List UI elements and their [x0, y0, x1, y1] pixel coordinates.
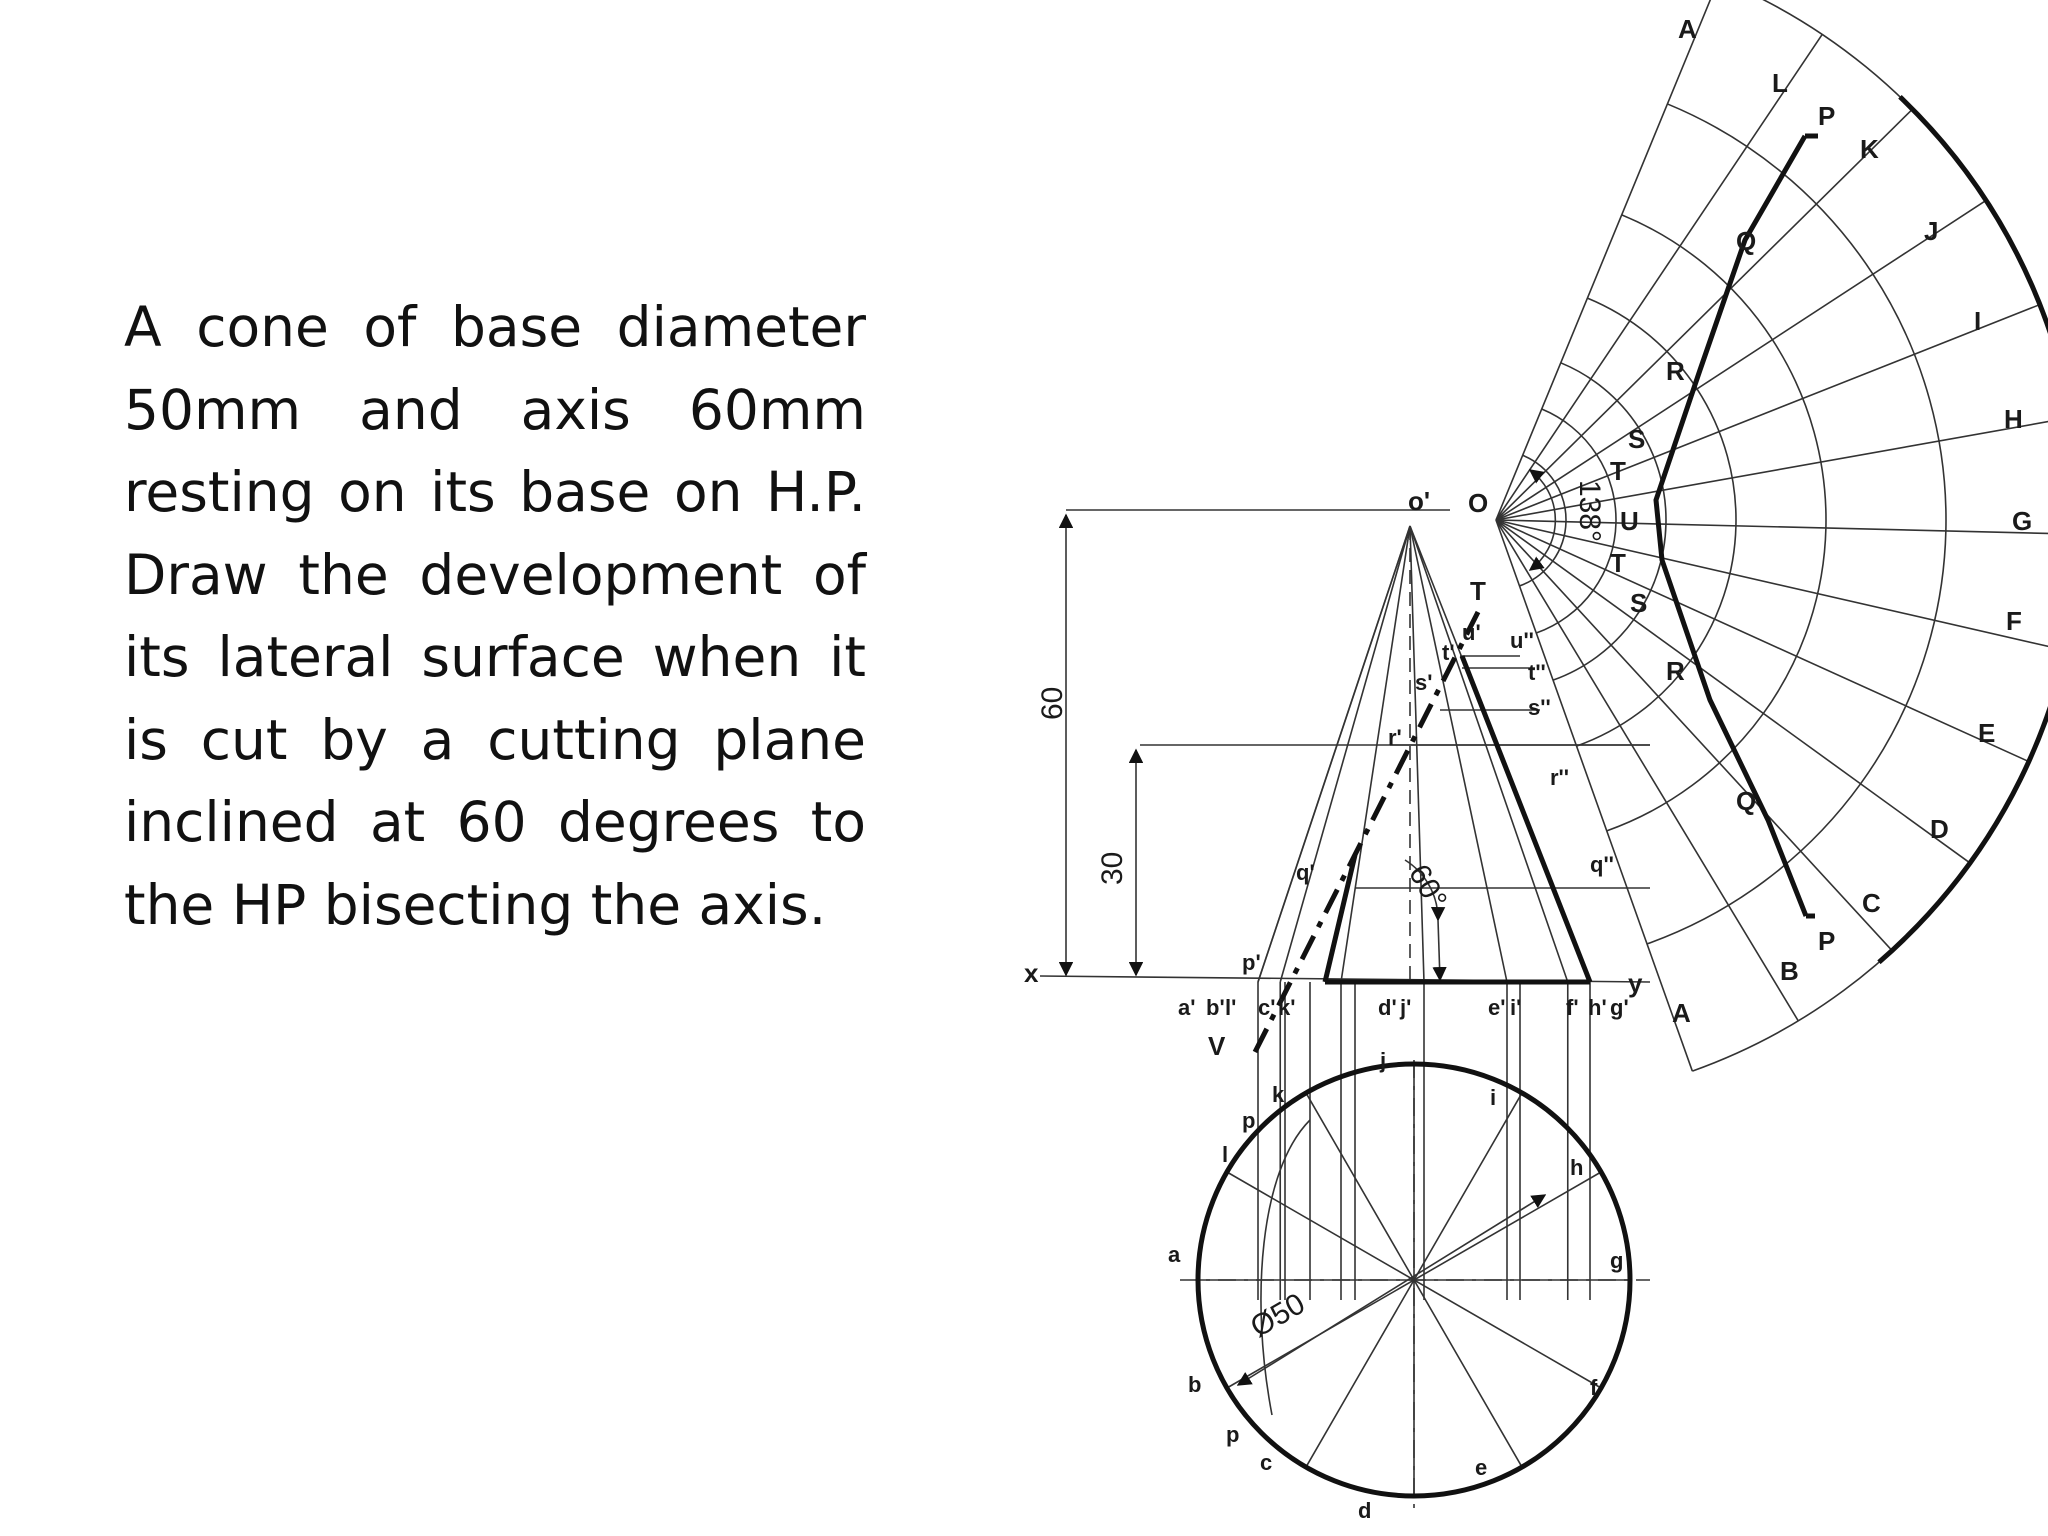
top-view-label: b — [1188, 1372, 1202, 1397]
true-length-label: r'' — [1550, 765, 1570, 790]
front-base-label: c' — [1258, 995, 1276, 1020]
dev-generator-line — [1496, 520, 1892, 951]
front-base-label: b' — [1206, 995, 1225, 1020]
front-section-label: t' — [1442, 640, 1455, 665]
dev-outer-label: L — [1772, 68, 1788, 98]
front-base-label: g' — [1610, 995, 1629, 1020]
true-length-label: s'' — [1528, 695, 1551, 720]
front-section-label: s' — [1415, 670, 1433, 695]
dev-outer-label: C — [1862, 888, 1881, 918]
plane-angle-label: 60° — [1401, 859, 1454, 915]
dev-true-length-arc — [1647, 104, 1946, 944]
dev-outer-label: J — [1924, 216, 1939, 246]
labels — [1024, 14, 2032, 1523]
front-section-label: u' — [1462, 620, 1481, 645]
front-base-label: d' — [1378, 995, 1397, 1020]
construction-lines — [1040, 0, 2048, 1510]
front-base-label: l' — [1225, 995, 1237, 1020]
xy-x-label: x — [1024, 958, 1039, 988]
front-left-edge — [1258, 526, 1410, 982]
outline-lines — [1198, 97, 2048, 1496]
dev-section-label: U — [1620, 506, 1639, 536]
top-view-label: p — [1242, 1108, 1256, 1133]
front-base-label: e' — [1488, 995, 1506, 1020]
dim-height-label: 60 — [1036, 686, 1069, 720]
front-generator-line — [1410, 526, 1568, 982]
cutting-plane-bottom-label: V — [1208, 1031, 1226, 1061]
dev-section-label: S — [1630, 588, 1648, 618]
top-view-label: k — [1272, 1082, 1285, 1107]
problem-statement: A cone of base diameter 50mm and axis 60mm resting on its base on H.P. Draw the development of its lateral surface when it is cut by a cutting plane inclined at 60 degrees to the HP bisecting the axis. — [124, 295, 866, 937]
top-view-label: h — [1570, 1155, 1584, 1180]
dev-outer-label: B — [1780, 956, 1799, 986]
dev-section-label: T — [1610, 548, 1626, 578]
dev-section-label: Q — [1736, 226, 1757, 256]
dev-outer-label: D — [1930, 814, 1949, 844]
dev-section-label: P — [1818, 101, 1836, 131]
top-view-label: l — [1222, 1142, 1229, 1167]
dev-outer-label: E — [1978, 718, 1996, 748]
dev-generator-line — [1496, 109, 1912, 520]
sector-angle-label: 138° — [1573, 480, 1606, 543]
top-view-label: i — [1490, 1085, 1497, 1110]
top-view-label: d — [1358, 1498, 1372, 1523]
true-length-label: u'' — [1510, 628, 1534, 653]
apex-dev-label: O — [1468, 488, 1489, 518]
diameter-arrow — [1238, 1195, 1545, 1385]
top-view-label: a — [1168, 1242, 1181, 1267]
front-generator-line — [1341, 526, 1410, 982]
front-base-label: k' — [1278, 995, 1296, 1020]
dev-section-label: R — [1666, 656, 1685, 686]
top-view-label: e — [1475, 1455, 1488, 1480]
dev-outer-label: H — [2004, 404, 2023, 434]
dev-generator-line — [1496, 0, 1719, 520]
dev-outer-label: K — [1860, 134, 1879, 164]
dev-section-label: S — [1628, 424, 1646, 454]
truncated-right-edge — [1462, 656, 1590, 982]
dev-angle-arc — [1530, 470, 1555, 570]
top-view-label: f — [1590, 1375, 1598, 1400]
front-section-label: r' — [1388, 725, 1402, 750]
front-base-label: a' — [1178, 995, 1196, 1020]
dev-section-label: R — [1666, 356, 1685, 386]
dev-outer-label: A — [1672, 998, 1691, 1028]
front-base-label: j' — [1400, 995, 1412, 1020]
dim-half-height-label: 30 — [1096, 851, 1129, 885]
dev-section-label: Q — [1736, 786, 1757, 816]
cutting-plane-top-label: T — [1470, 576, 1486, 606]
front-base-label: i' — [1510, 995, 1522, 1020]
dev-section-label: T — [1610, 456, 1626, 486]
cone-development-drawing — [1010, 0, 2048, 1536]
front-base-label: h' — [1588, 995, 1607, 1020]
dev-outer-label: A — [1678, 14, 1697, 44]
top-view-label: c — [1260, 1450, 1273, 1475]
dev-section-label: P — [1818, 926, 1836, 956]
top-view-label: g — [1610, 1248, 1624, 1273]
dev-outer-label: F — [2006, 606, 2022, 636]
angle-60-arrow — [1438, 920, 1440, 980]
dev-outer-label: I — [1974, 306, 1982, 336]
top-view-label: p — [1226, 1422, 1240, 1447]
front-base-label: f' — [1566, 995, 1579, 1020]
front-section-label: q' — [1296, 860, 1315, 885]
true-length-label: q'' — [1590, 852, 1614, 877]
xy-y-label: y — [1628, 968, 1643, 998]
dev-generator-line — [1496, 520, 1970, 863]
front-generator-line — [1280, 526, 1410, 982]
front-generator-line — [1410, 526, 1424, 982]
front-section-label: p' — [1242, 950, 1261, 975]
top-view-label: j — [1380, 1048, 1387, 1073]
apex-front-label: o' — [1408, 486, 1431, 516]
dev-outer-label: G — [2012, 506, 2033, 536]
true-length-label: t'' — [1528, 660, 1546, 685]
diameter-label: Ø50 — [1245, 1287, 1311, 1345]
dev-generator-line — [1496, 520, 2029, 762]
dev-generator-line — [1496, 34, 1822, 520]
